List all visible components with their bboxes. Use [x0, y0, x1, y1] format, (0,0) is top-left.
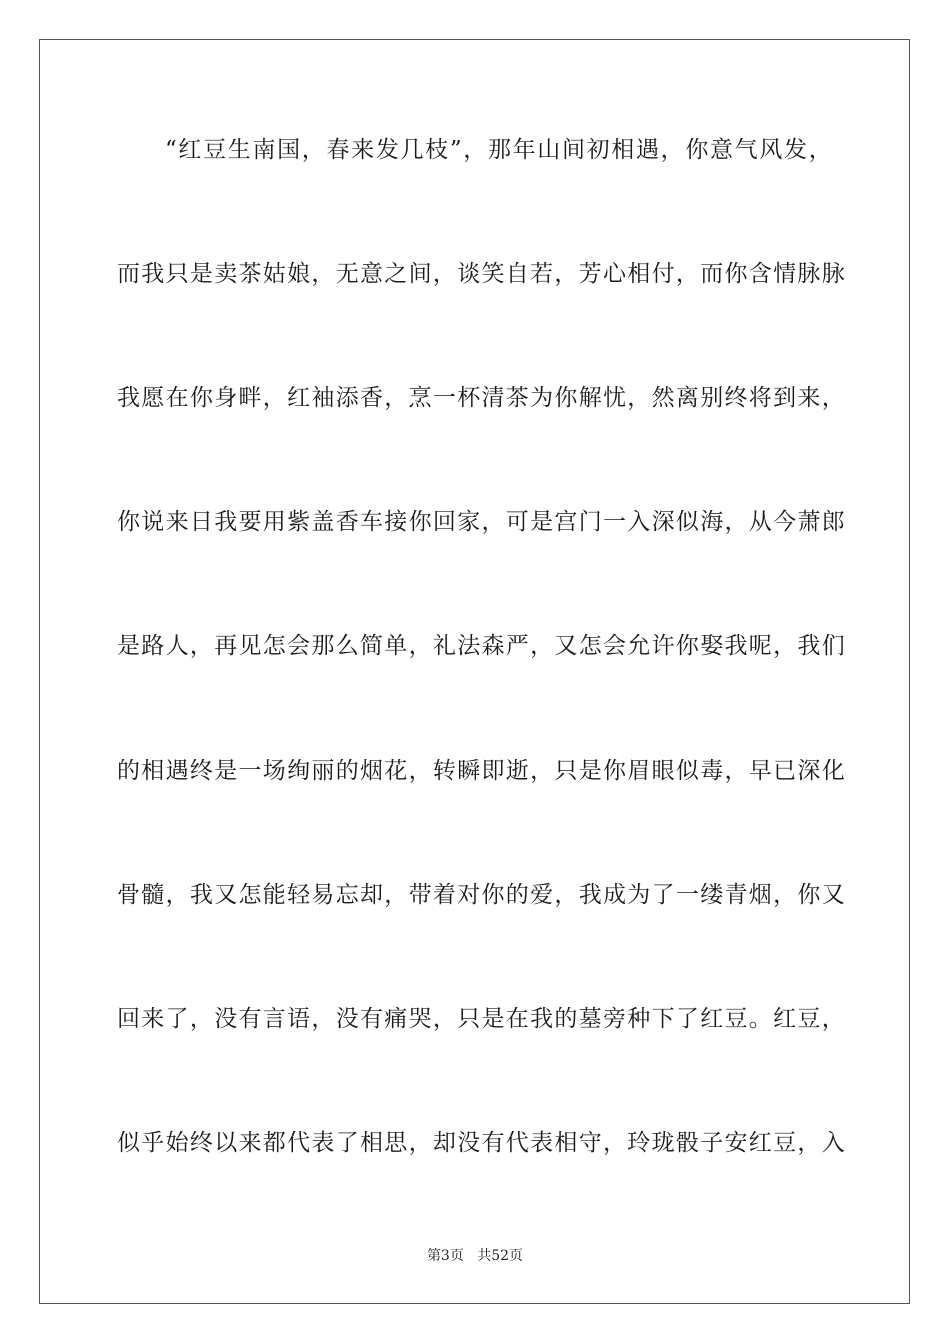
body-text-line: 你说来日我要用紫盖香车接你回家，可是宫门一入深似海，从今萧郎	[117, 509, 846, 535]
page-number: 第3页	[426, 1248, 464, 1264]
body-text-line: 我愿在你身畔，红袖添香，烹一杯清茶为你解忧，然离别终将到来，	[117, 385, 846, 411]
body-text-line: 回来了，没有言语，没有痛哭，只是在我的墓旁种下了红豆。红豆，	[117, 1006, 846, 1032]
page-total: 共52页	[477, 1248, 524, 1264]
page-footer	[0, 1247, 950, 1265]
page-border	[39, 39, 910, 1304]
body-text-line: 而我只是卖茶姑娘，无意之间，谈笑自若，芳心相付，而你含情脉脉	[117, 261, 846, 287]
body-text-line: 的相遇终是一场绚丽的烟花，转瞬即逝，只是你眉眼似毒，早已深化	[117, 758, 846, 784]
body-text-line: 是路人，再见怎会那么简单，礼法森严，又怎会允许你娶我呢，我们	[117, 633, 846, 659]
body-text-line: “红豆生南国，春来发几枝”，那年山间初相遇，你意气风发，	[165, 137, 833, 163]
body-text-line: 似乎始终以来都代表了相思，却没有代表相守，玲珑骰子安红豆，入	[117, 1130, 846, 1156]
body-text-line: 骨髓，我又怎能轻易忘却，带着对你的爱，我成为了一缕青烟，你又	[117, 882, 846, 908]
